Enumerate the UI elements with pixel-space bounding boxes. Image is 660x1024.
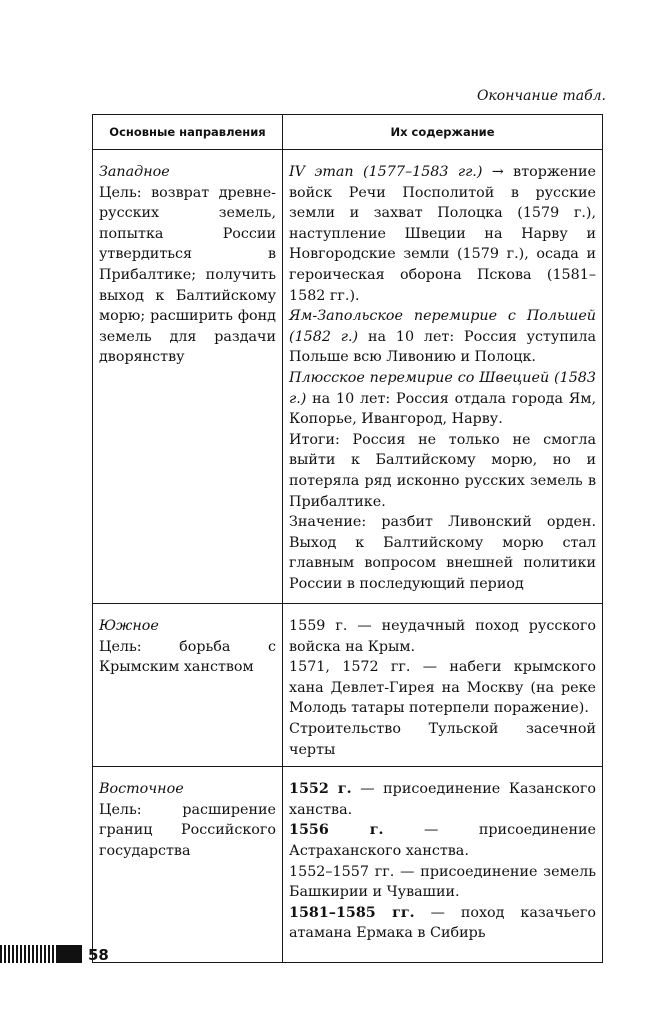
- stage-text: → вторжение войск Речи Посполитой в русские земли и захват Полоцка (1579 г.), наступление Швеции на Нарву и Новгородские земли (1579 г.), осада и героическая оборона Пскова (1581–1582 гг.).: [289, 164, 596, 304]
- table-row-west: [93, 150, 603, 604]
- header-content: Их содержание: [283, 115, 603, 150]
- treaty-text: на 10 лет: Россия уступила Польше всю Ливонию и Полоцк.: [289, 328, 596, 366]
- date-label: 1581–1585 гг.: [289, 904, 415, 921]
- event-text: — присоединение Астраханского ханства.: [289, 822, 596, 859]
- stage-label: IV этап (1577–1583 гг.): [289, 164, 483, 180]
- date-label: 1552 г.: [289, 781, 352, 798]
- content-paragraph: 1559 г. — неудачный поход русского войска на Крым.: [289, 618, 596, 655]
- direction-goal: Цель: возврат древне-русских земель, попытка России утвердиться в Прибалтике; получить выход к Балтийскому морю; расширить фонд земель для раздачи дворянству: [99, 184, 276, 366]
- direction-title: Западное: [99, 164, 170, 180]
- content-paragraph: [289, 306, 596, 368]
- treaty-label: Ям-Запольское перемирие с Польшей (1582 г.): [289, 308, 596, 345]
- direction-goal: Цель: борьба с Крымским ханством: [99, 638, 276, 676]
- header-directions: Основные направления: [93, 115, 283, 150]
- direction-cell-west: [93, 150, 283, 604]
- barcode-solid-block: [56, 945, 82, 963]
- direction-title: Южное: [99, 618, 159, 634]
- table-continuation-caption: Окончание табл.: [476, 88, 606, 104]
- page-footer-barcode: [0, 945, 100, 963]
- content-cell-east: [283, 767, 603, 963]
- content-paragraph: Значение: разбит Ливонский орден. Выход к Балтийскому морю стал главным вопросом внешней политики России в последующий период: [289, 514, 596, 592]
- content-cell-south: [283, 604, 603, 767]
- table-row-south: [93, 604, 603, 767]
- history-table: [92, 114, 603, 963]
- table-row-east: [93, 767, 603, 963]
- content-paragraph: Итоги: Россия не только не смогла выйти к Балтийскому морю, но и потеряла ряд исконно русских земель в Прибалтике.: [289, 431, 596, 510]
- direction-cell-south: [93, 604, 283, 767]
- content-paragraph: [289, 820, 596, 861]
- event-text: — присоединение Казанского ханства.: [289, 781, 596, 818]
- content-paragraph: [289, 162, 596, 306]
- direction-goal: Цель: расширение границ Российского государства: [99, 801, 276, 859]
- treaty-label: Плюсское перемирие со Швецией (1583 г.): [289, 369, 596, 407]
- content-cell-west: [283, 150, 603, 604]
- direction-cell-east: [93, 767, 283, 963]
- content-paragraph: 1552–1557 гг. — присоединение земель Башкирии и Чувашии.: [289, 863, 596, 901]
- content-paragraph: [289, 903, 596, 944]
- content-paragraph: 1571, 1572 гг. — набеги крымского хана Девлет-Гирея на Москву (на реке Молодь татары потерпели поражение).: [289, 659, 596, 717]
- date-label: 1556 г.: [289, 822, 384, 839]
- content-paragraph: Строительство Тульской засечной черты: [289, 720, 596, 758]
- page-number: 58: [88, 946, 109, 964]
- content-paragraph: [289, 368, 596, 430]
- event-text: — поход казачьего атамана Ермака в Сибирь: [289, 904, 596, 942]
- table-header-row: [93, 115, 603, 150]
- direction-title: Восточное: [99, 781, 184, 798]
- content-paragraph: [289, 779, 596, 820]
- treaty-text: на 10 лет: Россия отдала города Ям, Копорье, Ивангород, Нарву.: [289, 390, 596, 428]
